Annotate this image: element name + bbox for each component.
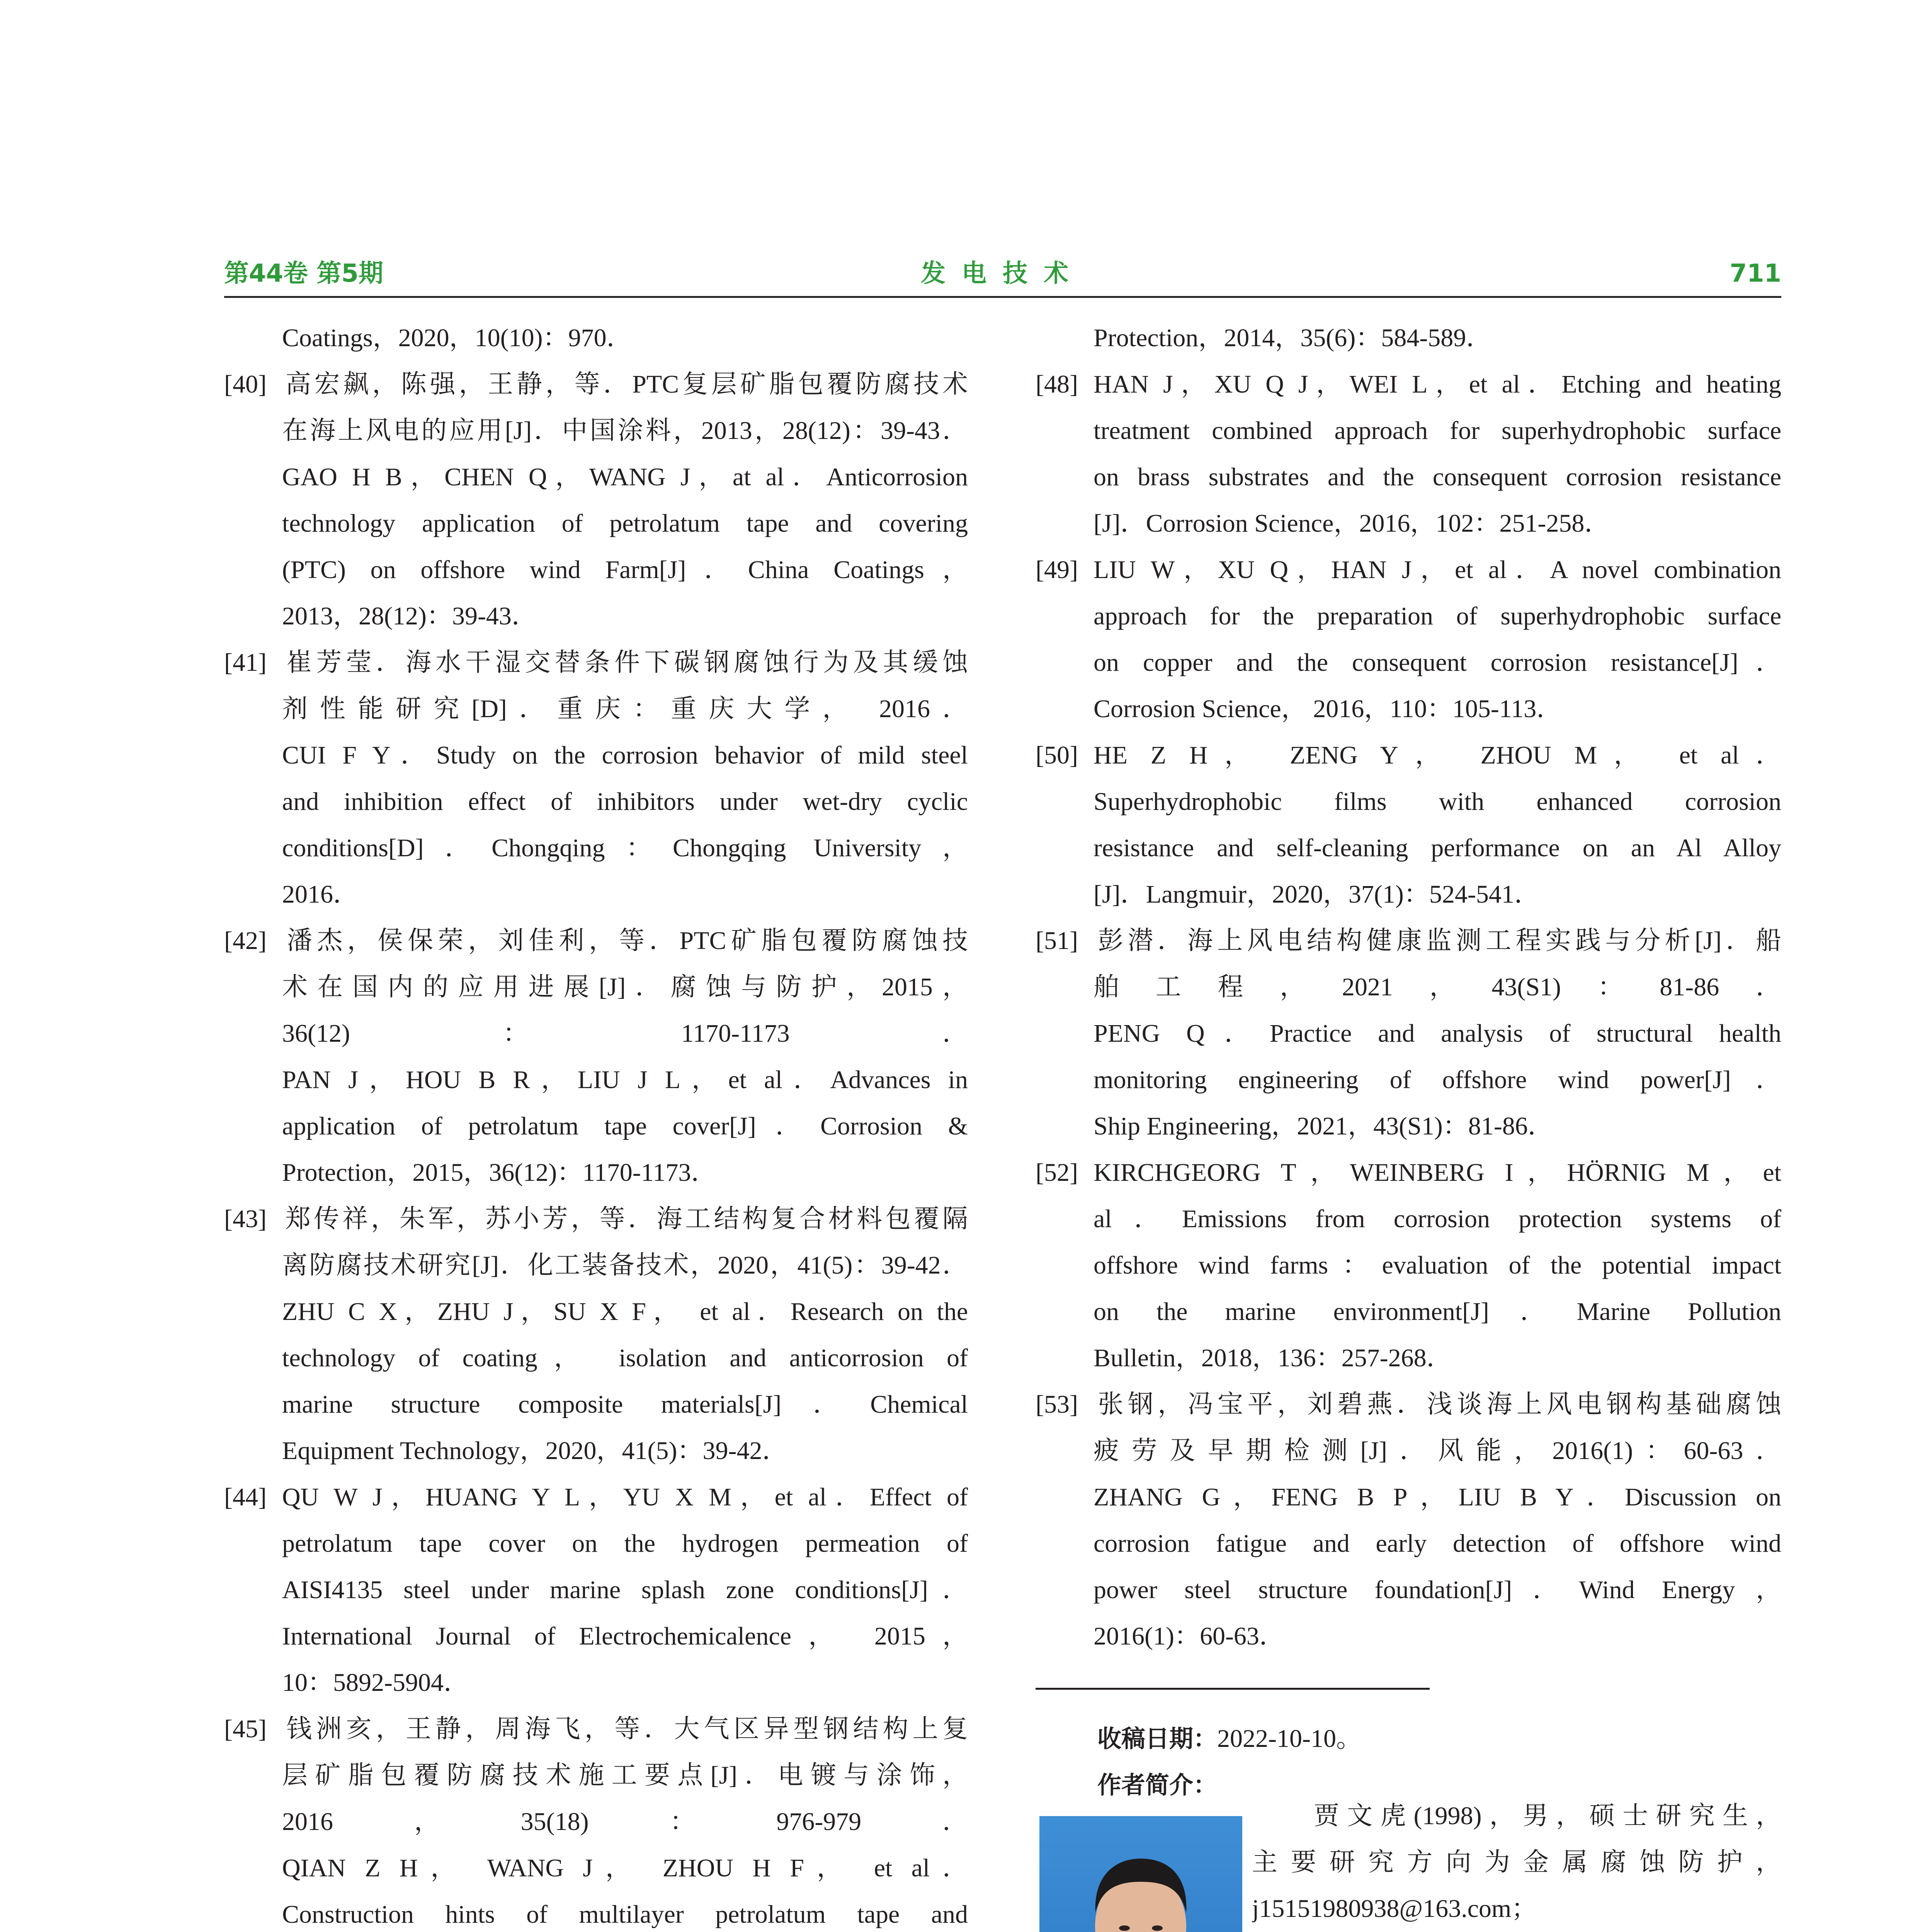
reference-line: marine structure composite materials[J]．Chemical	[282, 1390, 968, 1418]
portrait-image	[1039, 1816, 1242, 1932]
journal-name: 发电技术	[921, 259, 1085, 288]
reference-text: 潘杰，侯保荣，刘佳利，等．PTC矿脂包覆防腐蚀技	[282, 927, 968, 955]
running-header	[224, 258, 1781, 289]
reference-line	[224, 1706, 968, 1752]
reference-number: [42]	[224, 927, 267, 955]
reference-42	[224, 918, 968, 1196]
reference-41	[224, 639, 968, 918]
reference-line: treatment combined approach for superhydrophobic surface	[1094, 417, 1781, 445]
reference-line: 层矿脂包覆防腐技术施工要点[J]．电镀与涂饰，	[282, 1761, 968, 1789]
reference-51	[1036, 918, 1781, 1150]
reference-line: corrosion fatigue and early detection of offshore wind	[1094, 1529, 1781, 1558]
reference-line	[224, 361, 968, 408]
reference-line: 2016，35(18)：976-979．	[282, 1808, 968, 1836]
references-left-column	[224, 315, 968, 1932]
reference-line: on the marine environment[J]．Marine Pollution	[1094, 1298, 1781, 1326]
reference-line: 2016．	[282, 880, 359, 908]
reference-text: KIRCHGEORG T，WEINBERG I，HÖRNIG M，et	[1094, 1158, 1781, 1187]
reference-44	[224, 1474, 968, 1706]
reference-text: 郑传祥，朱军，苏小芳，等．海工结构复合材料包覆隔	[282, 1205, 968, 1233]
reference-line: 离防腐技术研究[J]．化工装备技术，2020，41(5)：39-42．	[282, 1251, 968, 1279]
reference-text: QU W J，HUANG Y L，YU X M，et al．Effect of	[282, 1483, 968, 1511]
reference-line: Bulletin，2018，136：257-268．	[1094, 1344, 1452, 1372]
reference-line: on copper and the consequent corrosion resistance[J]．	[1094, 648, 1781, 677]
author-1-bio: 贾文虎(1998)，男，硕士研究生， 主要研究方向为金属腐蚀防护， j15151980938@163.com；	[1252, 1802, 1781, 1923]
reference-line: AISI4135 steel under marine splash zone conditions[J]．	[282, 1576, 968, 1604]
reference-line: CUI F Y．Study on the corrosion behavior of mild steel	[282, 741, 968, 769]
footnote-rule	[1036, 1688, 1430, 1690]
reference-number: [41]	[224, 648, 267, 677]
reference-line: 10：5892-5904．	[282, 1668, 469, 1697]
reference-line: [J]．Corrosion Science，2016，102：251-258．	[1094, 509, 1610, 537]
reference-line: offshore wind farms：evaluation of the potential impact	[1094, 1251, 1781, 1279]
reference-text: 高宏飙，陈强，王静，等．PTC复层矿脂包覆防腐技术	[282, 370, 968, 398]
reference-line: 在海上风电的应用[J]．中国涂料，2013，28(12)：39-43．	[282, 417, 968, 445]
reference-line: 36(12)：1170-1173．	[282, 1019, 968, 1048]
reference-line	[1036, 1150, 1781, 1196]
reference-line	[224, 1196, 968, 1242]
header-rule	[224, 296, 1781, 298]
reference-line: approach for the preparation of superhydrophobic surface	[1094, 602, 1781, 630]
reference-number: [50]	[1036, 741, 1078, 769]
reference-line: power steel structure foundation[J]．Wind Energy，	[1094, 1576, 1781, 1604]
reference-48	[1036, 361, 1781, 547]
reference-line: [J]．Langmuir，2020，37(1)：524-541．	[1094, 880, 1540, 908]
reference-line: Equipment Technology，2020，41(5)：39-42．	[282, 1437, 788, 1465]
reference-number: [44]	[224, 1483, 267, 1511]
reference-line	[1036, 918, 1781, 964]
reference-line: 2016(1)：60-63．	[1094, 1622, 1285, 1650]
reference-continuation	[1036, 315, 1781, 361]
reference-line: resistance and self-cleaning performance on an Al Alloy	[1094, 834, 1781, 862]
reference-line	[1036, 547, 1781, 593]
reference-line: International Journal of Electrochemicalence， 2015，	[282, 1622, 968, 1650]
reference-number: [43]	[224, 1205, 267, 1233]
reference-line: GAO H B，CHEN Q，WANG J，at al．Anticorrosion	[282, 463, 968, 491]
reference-line	[224, 639, 968, 686]
reference-text: 崔芳莹．海水干湿交替条件下碳钢腐蚀行为及其缓蚀	[282, 648, 968, 677]
reference-line: 疲劳及早期检测[J]．风能，2016(1)：60-63．	[1094, 1437, 1781, 1465]
reference-number: [52]	[1036, 1158, 1078, 1187]
reference-45	[224, 1706, 968, 1932]
reference-line: PENG Q．Practice and analysis of structural health	[1094, 1019, 1781, 1048]
reference-text: 彭潜．海上风电结构健康监测工程实践与分析[J]．船	[1094, 927, 1781, 955]
reference-line: PAN J，HOU B R，LIU J L，et al．Advances in	[282, 1066, 968, 1094]
reference-line: petrolatum tape cover on the hydrogen permeation of	[282, 1529, 968, 1558]
reference-text: 张钢，冯宝平，刘碧燕．浅谈海上风电钢构基础腐蚀	[1094, 1390, 1781, 1418]
reference-40	[224, 361, 968, 639]
reference-line: application of petrolatum tape cover[J]．Corrosion &	[282, 1112, 968, 1140]
reference-line	[1036, 1381, 1781, 1428]
reference-line: Ship Engineering，2021，43(S1)：81-86．	[1094, 1112, 1553, 1140]
reference-line: ZHANG G，FENG B P，LIU B Y．Discussion on	[1094, 1483, 1781, 1511]
reference-line: Superhydrophobic films with enhanced corrosion	[1094, 787, 1781, 816]
page-number: 711	[1730, 259, 1781, 288]
reference-text: 钱洲亥，王静，周海飞，等．大气区异型钢结构上复	[282, 1715, 968, 1743]
reference-line	[224, 918, 968, 964]
reference-line: QIAN Z H， WANG J， ZHOU H F， et al．	[282, 1854, 968, 1882]
received-date: 收稿日期：2022-10-10。	[1097, 1725, 1362, 1753]
author-photo-1	[1039, 1816, 1242, 1932]
reference-line: Protection，2015，36(12)：1170-1173．	[282, 1158, 717, 1187]
reference-43	[224, 1196, 968, 1474]
reference-line: monitoring engineering of offshore wind power[J]．	[1094, 1066, 1781, 1094]
reference-line: conditions[D]．Chongqing：Chongqing University，	[282, 834, 968, 862]
reference-number: [45]	[224, 1715, 267, 1743]
reference-number: [48]	[1036, 370, 1078, 398]
reference-continuation	[224, 315, 968, 361]
reference-line: 术在国内的应用进展[J]．腐蚀与防护，2015，	[282, 973, 968, 1001]
reference-text: HE Z H， ZENG Y， ZHOU M， et al．	[1094, 741, 1781, 769]
reference-line: Corrosion Science， 2016，110：105-113．	[1094, 695, 1562, 723]
reference-text: LIU W，XU Q，HAN J，et al．A novel combination	[1094, 556, 1781, 584]
reference-number: [49]	[1036, 556, 1078, 584]
reference-line	[1036, 732, 1781, 779]
reference-line: al．Emissions from corrosion protection systems of	[1094, 1205, 1781, 1233]
reference-50	[1036, 732, 1781, 918]
reference-line	[224, 1474, 968, 1520]
reference-line: Protection，2014，35(6)：584-589．	[1094, 324, 1492, 352]
reference-line: 2013，28(12)：39-43．	[282, 602, 537, 630]
references-right-column	[1036, 315, 1781, 1660]
author-intro-heading: 作者简介：	[1097, 1771, 1218, 1799]
reference-line: technology of coating， isolation and anticorrosion of	[282, 1344, 968, 1372]
reference-number: [53]	[1036, 1390, 1078, 1418]
reference-line: on brass substrates and the consequent corrosion resistance	[1094, 463, 1781, 491]
reference-line: and inhibition effect of inhibitors under wet-dry cyclic	[282, 787, 968, 816]
reference-number: [51]	[1036, 927, 1078, 955]
reference-line: (PTC) on offshore wind Farm[J]．China Coatings，	[282, 556, 968, 584]
reference-line: 舶工程，2021，43(S1)：81-86．	[1094, 973, 1781, 1001]
reference-53	[1036, 1381, 1781, 1660]
reference-52	[1036, 1150, 1781, 1381]
reference-line: Coatings，2020，10(10)：970．	[282, 324, 632, 352]
reference-49	[1036, 547, 1781, 732]
reference-line: Construction hints of multilayer petrolatum tape and	[282, 1900, 968, 1929]
reference-text: HAN J，XU Q J，WEI L，et al．Etching and heating	[1094, 370, 1781, 398]
reference-line	[1036, 361, 1781, 408]
reference-line: 剂性能研究[D]．重庆：重庆大学， 2016．	[282, 695, 968, 723]
reference-line: ZHU C X，ZHU J，SU X F， et al．Research on the	[282, 1298, 968, 1326]
volume-issue: 第44卷 第5期	[224, 259, 383, 288]
reference-line: technology application of petrolatum tape and covering	[282, 509, 968, 537]
reference-number: [40]	[224, 370, 267, 398]
